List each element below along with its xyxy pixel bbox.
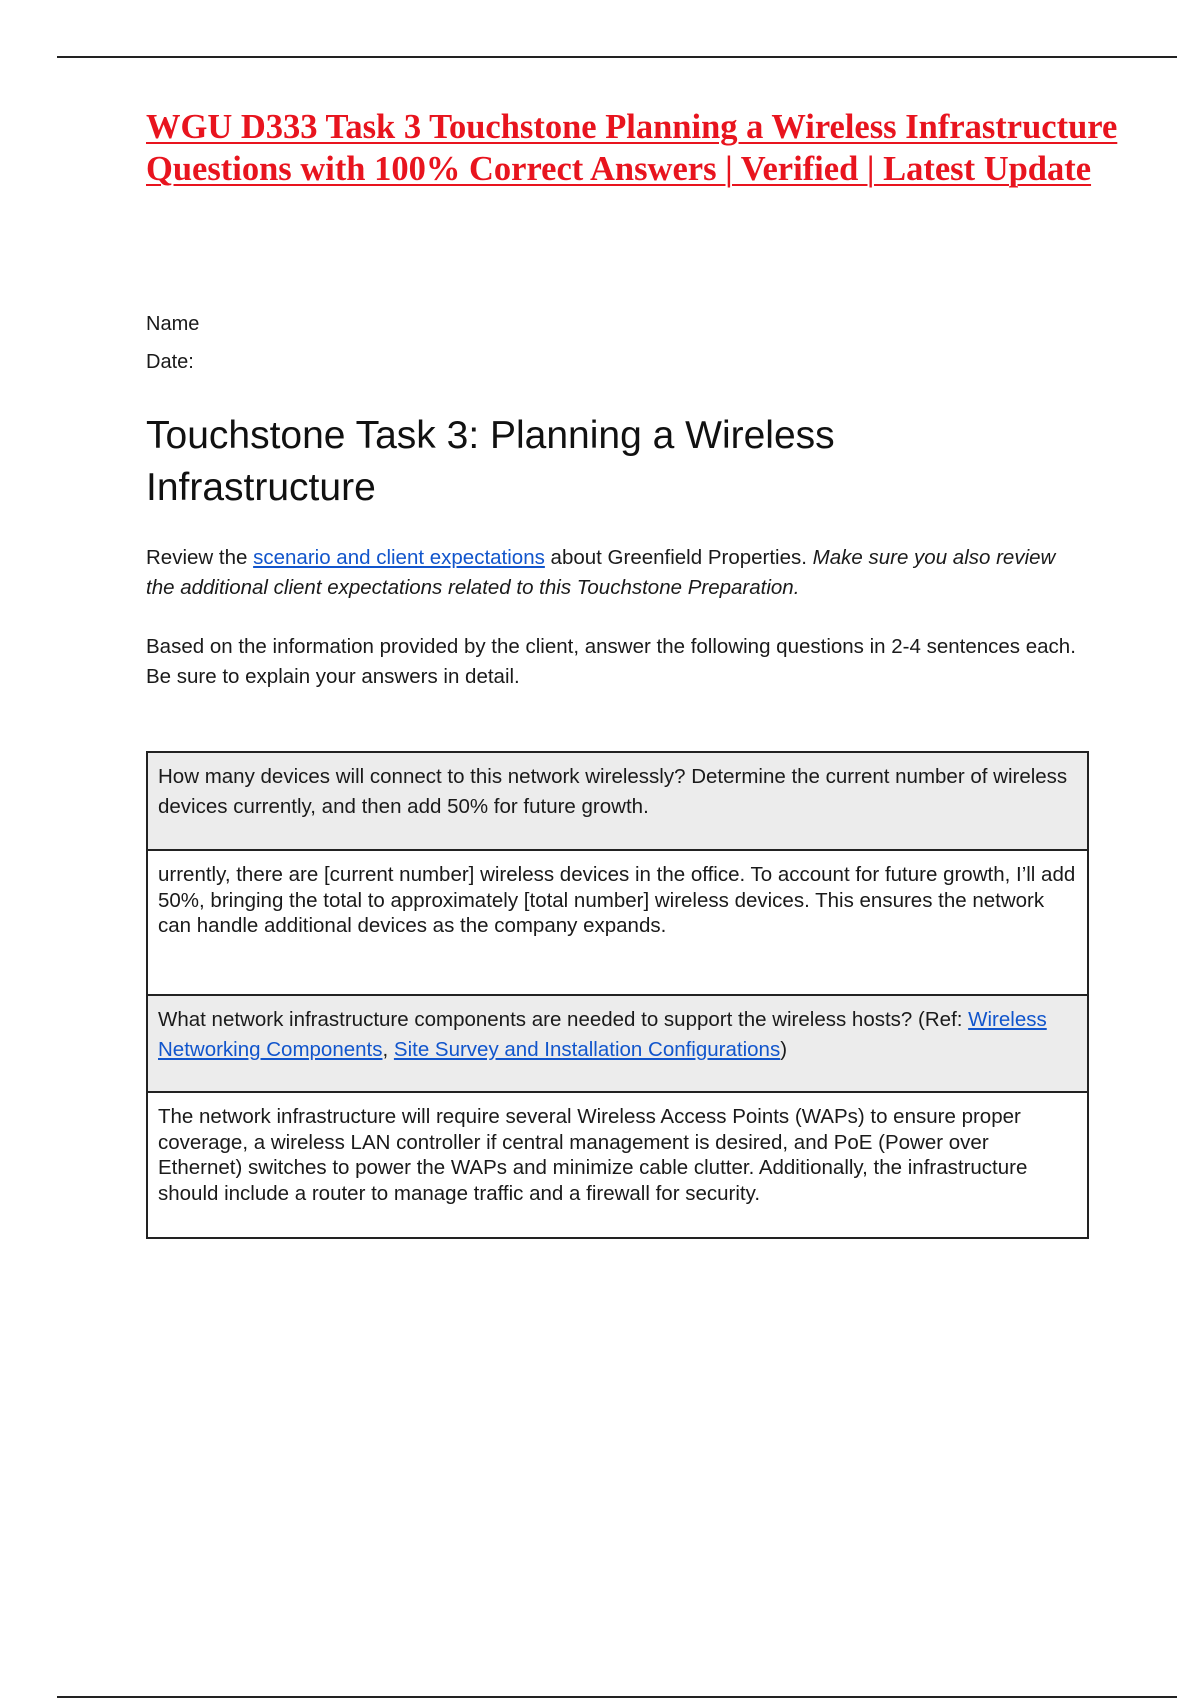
question-2-suffix: ): [780, 1038, 788, 1061]
review-middle: about Greenfield Properties.: [544, 546, 813, 569]
scenario-link[interactable]: scenario and client expectations: [253, 546, 545, 569]
question-2: [148, 996, 1087, 1093]
date-label: Date:: [146, 351, 194, 373]
answer-2: The network infrastructure will require several Wireless Access Points (WAPs) to ensure proper coverage, a wireless LAN controller if central management is desired, and PoE (Power over Ethernet) switches to power the WAPs and minimize cable clutter. Additionally, the infrastructure should include a router to manage traffic and a firewall for security.: [148, 1093, 1087, 1237]
question-1: How many devices will connect to this network wirelessly? Determine the current number of wireless devices currently, and then add 50% for future growth.: [148, 753, 1087, 851]
bottom-rule: [57, 1696, 1177, 1698]
link-separator: ,: [382, 1038, 394, 1061]
name-label: Name: [146, 313, 200, 335]
site-survey-link[interactable]: Site Survey and Installation Configurations: [393, 1038, 781, 1061]
qa-table: [146, 751, 1089, 1239]
review-prefix: Review the: [146, 546, 254, 569]
answer-1: urrently, there are [current number] wireless devices in the office. To account for future growth, I’ll add 50%, bringing the total to approximately [total number] wireless devices. This ensures the network can handle additional devices as the company expands.: [148, 851, 1087, 996]
review-italic-note: Make sure you also review the additional client expectations related to this Touchstone Preparation.: [146, 546, 1056, 599]
top-rule: [57, 56, 1177, 58]
wireless-components-link[interactable]: Wireless Networking Components: [158, 1008, 1047, 1061]
instructions-paragraph: Based on the information provided by the client, answer the following questions in 2-4 sentences each. Be sure to explain your answers in detail.: [146, 635, 1076, 688]
question-2-text: What network infrastructure components are needed to support the wireless hosts? (Ref:: [158, 1008, 969, 1031]
document-title[interactable]: WGU D333 Task 3 Touchstone Planning a Wireless Infrastructure Questions with 100% Correct Answers | Verified | Latest Update: [146, 108, 1118, 188]
review-paragraph: [146, 543, 1086, 603]
section-heading: Touchstone Task 3: Planning a Wireless Infrastructure: [146, 414, 835, 509]
